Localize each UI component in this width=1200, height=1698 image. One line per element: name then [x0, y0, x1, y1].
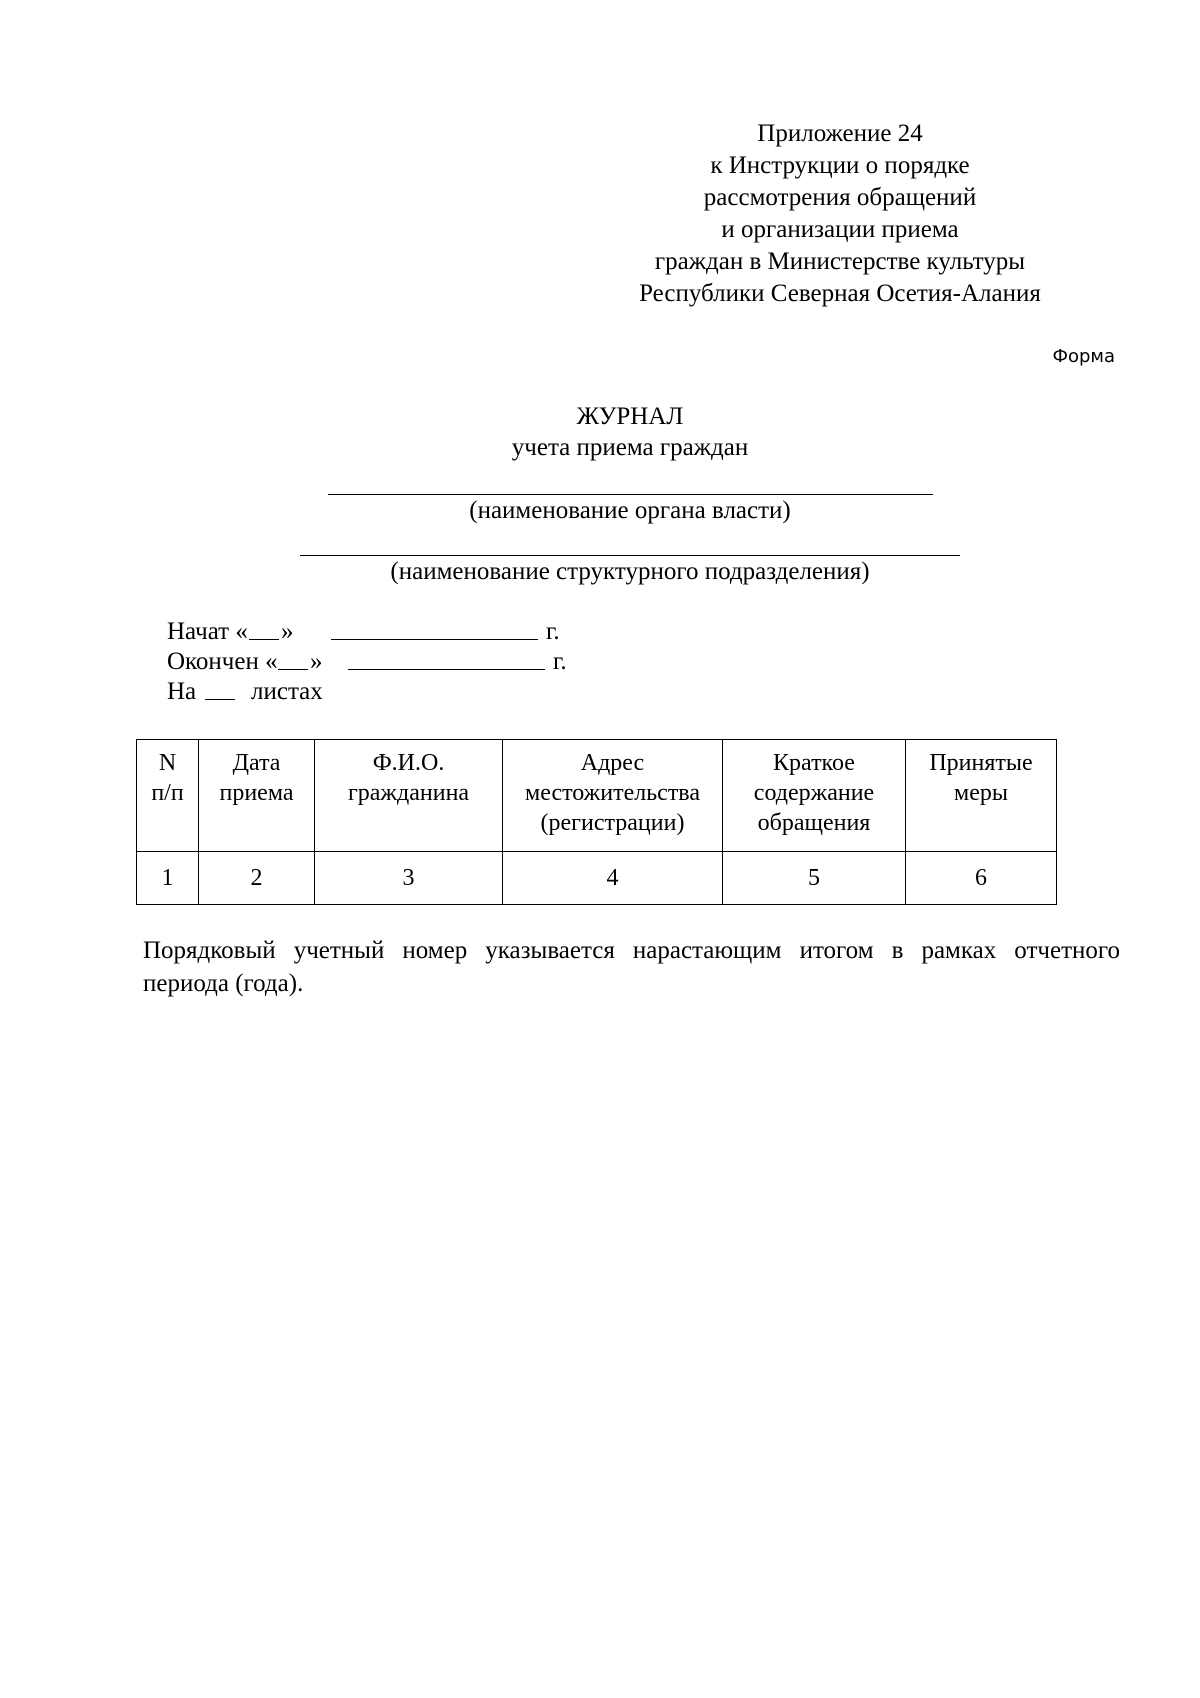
column-header-summary	[723, 740, 906, 852]
appendix-line: к Инструкции о порядке	[710, 152, 970, 179]
header-text: Принятые	[929, 750, 1033, 776]
started-label: Начат «	[167, 618, 248, 645]
finished-date-blank	[348, 647, 545, 670]
numbering-note-line-2: периода (года).	[143, 970, 304, 997]
column-number-cell: 6	[906, 852, 1057, 905]
journal-table	[136, 739, 1057, 905]
header-text: Дата	[232, 750, 281, 776]
numbering-note-line-1: Порядковый учетный номер указывается нарастающим итогом в рамках отчетного	[143, 937, 1120, 964]
appendix-line: и организации приема	[721, 216, 959, 243]
column-number-cell: 1	[137, 852, 199, 905]
column-number-cell: 3	[315, 852, 503, 905]
sheets-count-blank	[205, 677, 235, 700]
header-text: п/п	[151, 780, 184, 806]
division-blank-line	[300, 555, 960, 556]
appendix-line: рассмотрения обращений	[703, 184, 977, 211]
finished-label: Окончен «	[167, 648, 278, 675]
column-header-date	[199, 740, 315, 852]
column-number-cell: 5	[723, 852, 906, 905]
authority-caption: (наименование органа власти)	[469, 497, 791, 524]
column-header-address	[503, 740, 723, 852]
form-label: Форма	[1052, 346, 1115, 367]
header-text: Ф.И.О.	[372, 750, 445, 776]
started-date-blank	[331, 617, 538, 640]
header-text: обращения	[757, 810, 871, 836]
authority-blank-line	[328, 494, 933, 495]
column-header-number	[137, 740, 199, 852]
sheets-suffix: листах	[251, 678, 323, 705]
appendix-line: граждан в Министерстве культуры	[654, 248, 1026, 275]
started-year: г.	[546, 618, 560, 645]
column-number-cell: 2	[199, 852, 315, 905]
sheets-prefix: На	[167, 678, 197, 705]
started-quote-close: »	[281, 618, 294, 645]
header-text: местожительства	[525, 780, 700, 806]
journal-subtitle: учета приема граждан	[511, 434, 749, 461]
header-text: меры	[954, 780, 1008, 806]
division-caption: (наименование структурного подразделения)	[390, 558, 870, 585]
header-text: Адрес	[580, 750, 645, 776]
finished-quote-close: »	[310, 648, 323, 675]
finished-day-blank	[278, 647, 308, 670]
appendix-block	[600, 118, 1080, 310]
header-text: приема	[219, 780, 294, 806]
table-header-row	[137, 740, 1057, 852]
header-text: Краткое	[773, 750, 855, 776]
column-number-cell: 4	[503, 852, 723, 905]
column-header-measures	[906, 740, 1057, 852]
table-numbering-row	[137, 852, 1057, 905]
finished-year: г.	[553, 648, 567, 675]
header-text: содержание	[753, 780, 875, 806]
header-text: (регистрации)	[540, 810, 685, 836]
appendix-line: Приложение 24	[757, 120, 923, 147]
started-day-blank	[249, 617, 279, 640]
column-header-name	[315, 740, 503, 852]
header-text: гражданина	[347, 780, 470, 806]
journal-title: ЖУРНАЛ	[576, 403, 684, 430]
appendix-line: Республики Северная Осетия-Алания	[639, 280, 1041, 307]
header-text: N	[158, 750, 177, 776]
